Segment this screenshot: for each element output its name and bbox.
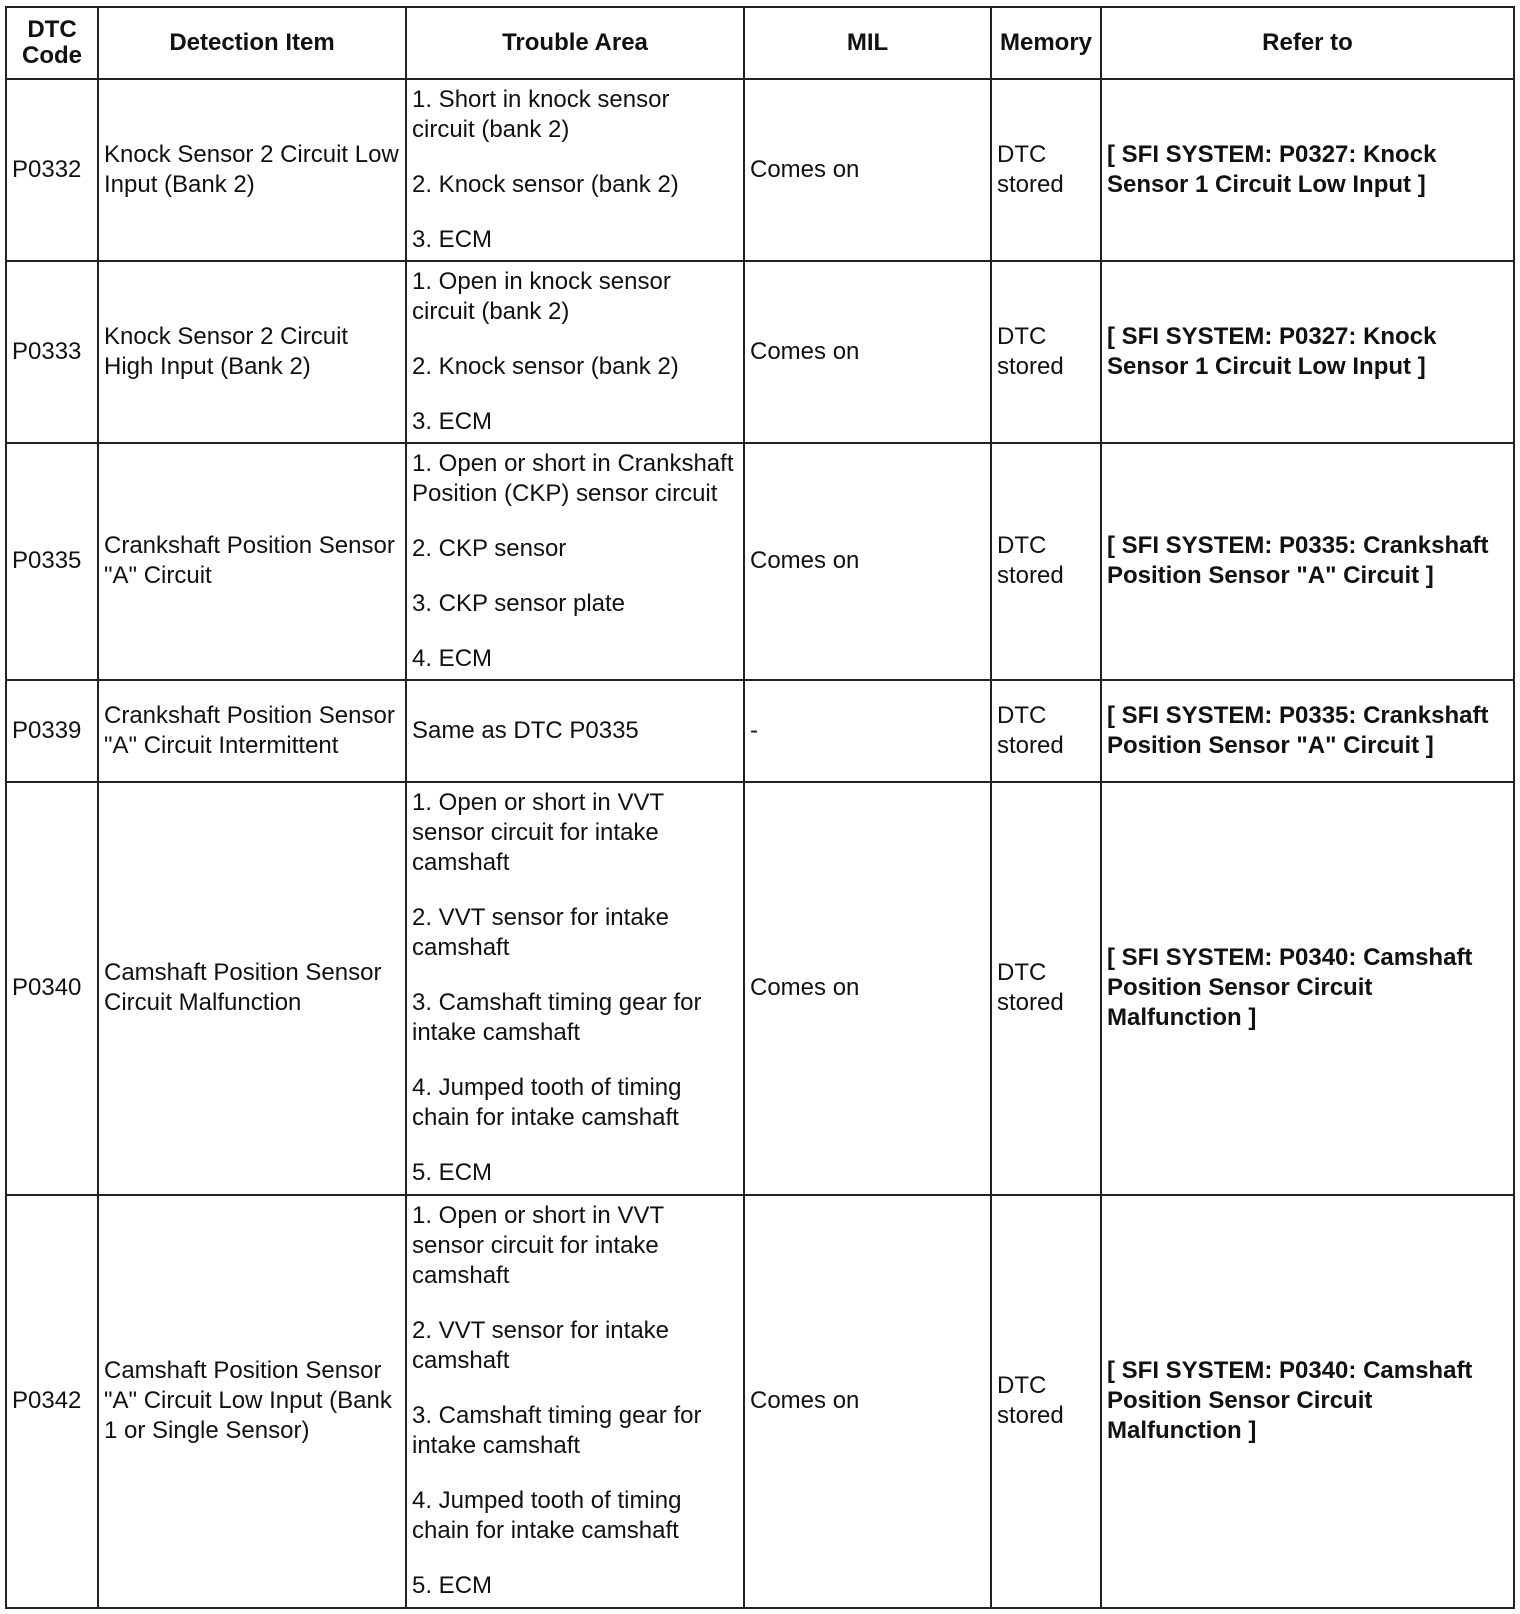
trouble-area-item: 1. Short in knock sensor circuit (bank 2) [412, 85, 670, 143]
header-memory: Memory [991, 7, 1101, 79]
header-row [6, 7, 1514, 79]
dtc-code-cell: P0333 [6, 261, 98, 443]
trouble-area-item: 1. Open or short in VVT sensor circuit for intake camshaft [412, 1202, 664, 1290]
trouble-area-item: 2. Knock sensor (bank 2) [412, 352, 679, 380]
trouble-area-item: 1. Open or short in Crankshaft Position (CKP) sensor circuit [412, 449, 734, 507]
trouble-area-cell [406, 782, 744, 1195]
memory-cell: DTC stored [991, 261, 1101, 443]
detection-item-cell: Knock Sensor 2 Circuit High Input (Bank 2) [98, 261, 406, 443]
dtc-code-cell: P0342 [6, 1195, 98, 1608]
dtc-code-cell: P0339 [6, 680, 98, 782]
trouble-area-item: 2. VVT sensor for intake camshaft [412, 904, 670, 962]
mil-cell: - [744, 680, 991, 782]
memory-cell: DTC stored [991, 79, 1101, 261]
dtc-table [5, 6, 1515, 1609]
trouble-area-item: 4. Jumped tooth of timing chain for intake camshaft [412, 1074, 682, 1132]
trouble-area-cell [406, 261, 744, 443]
trouble-area-cell [406, 1195, 744, 1608]
mil-cell: Comes on [744, 782, 991, 1195]
refer-to-cell: [ SFI SYSTEM: P0340: Camshaft Position Sensor Circuit Malfunction ] [1101, 1195, 1514, 1608]
dtc-code-cell: P0335 [6, 443, 98, 680]
memory-cell: DTC stored [991, 1195, 1101, 1608]
trouble-area-item: 3. ECM [412, 407, 493, 435]
mil-cell: Comes on [744, 79, 991, 261]
table-row [6, 782, 1514, 1195]
header-detection-item: Detection Item [98, 7, 406, 79]
trouble-area-item: 2. CKP sensor [412, 534, 567, 562]
header-dtc-code [6, 7, 98, 79]
table-row [6, 261, 1514, 443]
mil-cell: Comes on [744, 1195, 991, 1608]
trouble-area-item: 1. Open or short in VVT sensor circuit for intake camshaft [412, 789, 664, 877]
memory-cell: DTC stored [991, 680, 1101, 782]
dtc-code-cell: P0332 [6, 79, 98, 261]
header-refer-to: Refer to [1101, 7, 1514, 79]
table-row [6, 1195, 1514, 1608]
table-header [6, 7, 1514, 79]
refer-to-cell: [ SFI SYSTEM: P0327: Knock Sensor 1 Circuit Low Input ] [1101, 79, 1514, 261]
trouble-area-item: 2. Knock sensor (bank 2) [412, 170, 679, 198]
dtc-code-cell: P0340 [6, 782, 98, 1195]
trouble-area-item: 4. ECM [412, 644, 493, 672]
mil-cell: Comes on [744, 443, 991, 680]
refer-to-cell: [ SFI SYSTEM: P0335: Crankshaft Position Sensor "A" Circuit ] [1101, 443, 1514, 680]
trouble-area-item: 5. ECM [412, 1159, 493, 1187]
detection-item-cell: Crankshaft Position Sensor "A" Circuit [98, 443, 406, 680]
trouble-area-cell [406, 79, 744, 261]
trouble-area-cell [406, 680, 744, 782]
trouble-area-item: 3. ECM [412, 225, 493, 253]
detection-item-cell: Camshaft Position Sensor "A" Circuit Low Input (Bank 1 or Single Sensor) [98, 1195, 406, 1608]
table-row [6, 680, 1514, 782]
refer-to-cell: [ SFI SYSTEM: P0335: Crankshaft Position Sensor "A" Circuit ] [1101, 680, 1514, 782]
trouble-area-item: 5. ECM [412, 1572, 493, 1600]
trouble-area-item: 4. Jumped tooth of timing chain for intake camshaft [412, 1487, 682, 1545]
table-row [6, 443, 1514, 680]
trouble-area-item: 3. Camshaft timing gear for intake camshaft [412, 1402, 702, 1460]
refer-to-cell: [ SFI SYSTEM: P0340: Camshaft Position Sensor Circuit Malfunction ] [1101, 782, 1514, 1195]
trouble-area-item: 3. Camshaft timing gear for intake camshaft [412, 989, 702, 1047]
table-row [6, 79, 1514, 261]
memory-cell: DTC stored [991, 443, 1101, 680]
detection-item-cell: Knock Sensor 2 Circuit Low Input (Bank 2) [98, 79, 406, 261]
detection-item-cell: Camshaft Position Sensor Circuit Malfunction [98, 782, 406, 1195]
trouble-area-item: 3. CKP sensor plate [412, 589, 626, 617]
mil-cell: Comes on [744, 261, 991, 443]
header-trouble-area: Trouble Area [406, 7, 744, 79]
trouble-area-item: 1. Open in knock sensor circuit (bank 2) [412, 267, 671, 325]
refer-to-cell: [ SFI SYSTEM: P0327: Knock Sensor 1 Circuit Low Input ] [1101, 261, 1514, 443]
detection-item-cell: Crankshaft Position Sensor "A" Circuit Intermittent [98, 680, 406, 782]
header-dtc-code-label: DTC Code [22, 16, 82, 69]
trouble-area-item: Same as DTC P0335 [412, 716, 639, 744]
memory-cell: DTC stored [991, 782, 1101, 1195]
trouble-area-cell [406, 443, 744, 680]
trouble-area-item: 2. VVT sensor for intake camshaft [412, 1317, 670, 1375]
header-mil: MIL [744, 7, 991, 79]
table-body [6, 79, 1514, 1608]
